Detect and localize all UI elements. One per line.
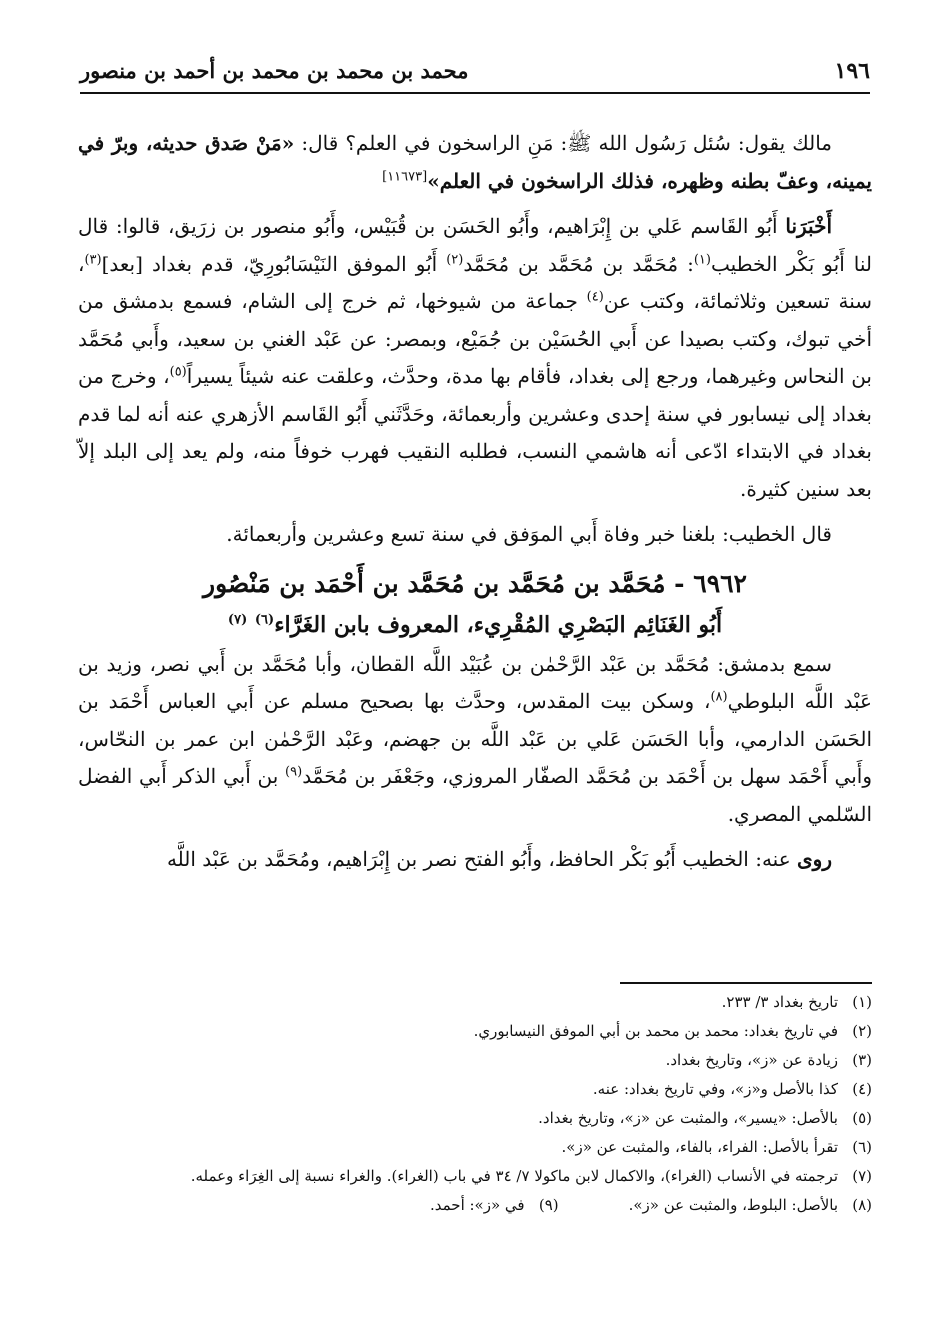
footnote-ref-4: (٤) [586, 289, 604, 305]
footnote-text: بالأصل: البلوط، والمثبت عن «ز». [628, 1196, 838, 1214]
p5-text: عنه: الخطيب أَبُو بَكْر الحافظ، وأَبُو الفتح نصر بن إِبْرَاهيم، ومُحَمَّد بن عَبْد اللَّه [166, 847, 798, 871]
footnote-number: (٦) [852, 1138, 872, 1156]
footnote-number: (٢) [852, 1022, 872, 1040]
footnote-number: (٣) [852, 1051, 872, 1069]
footnote-number: (٨) [852, 1196, 872, 1214]
p2-text3: أَبُو الموفق النَيْسَابُورِيّ، قدم بغداد [بعد] [101, 251, 447, 276]
footnote-ref-2: (٢) [446, 251, 464, 267]
footnote-text: في «ز»: أحمد. [429, 1196, 525, 1214]
footnote-text: بالأصل: «يسير»، والمثبت عن «ز»، وتاريخ بغداد. [538, 1109, 838, 1127]
paragraph-4 [78, 646, 872, 834]
entry-subtitle [78, 606, 872, 644]
p4-text2: ، وسكن بيت المقدس، وحدَّث بها بصحيح مسلم عن أَبي العباس أَحْمَد بن الحَسَن الدارمي، وأبا الحَسَن عَلي بن عَبْد اللَّه بن جهضم، وعَبْد الرَّحْمٰن ابن عمر بن النحّاس، وأَبي أَحْمَد سهل بن أَحْمَد بن مُحَمَّد الصفّار المروزي، وجَعْفَر بن مُحَمَّد [78, 689, 872, 788]
p4-text3: بن أَبي الذكر أَبي الفضل السّلمي المصري. [78, 764, 872, 826]
footnote-4 [78, 1075, 872, 1104]
footnote-5 [78, 1104, 872, 1133]
footnote-text: تقرأ بالأصل: الفراء، بالفاء، والمثبت عن «ز». [561, 1138, 838, 1156]
footnote-ref-9: (٩) [285, 764, 303, 780]
footnote-divider [620, 982, 872, 984]
p2-text5: جماعة من شيوخها، ثم خرج إلى الشام، فسمع بدمشق من أخي تبوك، وكتب بصيدا عن أَبي الحُسَيْن بن جُمَيْع، وبمصر: عن عَبْد الغني بن سعيد، وأَبي مُحَمَّد بن النحاس وغيرهما، ورجع إلى بغداد، فأقام بها مدة، وحدَّث، وعلقت عنه شيئاً يسيراً [78, 289, 872, 388]
paragraph-5 [78, 841, 872, 879]
footnotes [78, 988, 872, 1220]
footnote-text: تاريخ بغداد ٣/ ٢٣٣. [721, 993, 838, 1011]
footnote-ref-8: (٨) [710, 689, 728, 705]
footnote-8 [629, 1191, 872, 1220]
hadith-ref: [١١٦٧٣] [382, 168, 428, 184]
p2-lead: أَخْبَرَنا [785, 214, 832, 238]
footnote-number: (٤) [852, 1080, 872, 1098]
hadith-quote: «مَنْ صَدق حديثه، وبرّ في يمينه، وعفّ بطنه وظهره، فذلك الراسخون في العلم» [78, 131, 872, 193]
footnote-2 [78, 1017, 872, 1046]
footnote-ref-3: (٣) [84, 251, 102, 267]
footnote-text: في تاريخ بغداد: محمد بن محمد بن أبي الموفق النيسابوري. [473, 1022, 838, 1040]
footnote-number: (٥) [852, 1109, 872, 1127]
footnote-7 [78, 1162, 872, 1191]
footnote-text: ترجمته في الأنساب (الغراء)، والاكمال لابن ماكولا ٧/ ٣٤ في باب (الغراء). والغراء نسبة إلى الغِرَاء وعمله. [190, 1167, 838, 1185]
footnote-number: (٩) [538, 1196, 559, 1214]
footnote-number: (١) [852, 993, 872, 1011]
main-text [78, 125, 872, 879]
p2-text6: ، وخرج من بغداد إلى نيسابور في سنة إحدى وعشرين وأربعمائة، وحَدَّثَني أَبُو القَاسم الأزهري عنه أنه لما قدم بغداد في الابتداء ادّعى أنه هاشمي النسب، فطلبه النقيب فهرب خوفاً منه، ولم يعد إلى البلد إلاّ بعد سنين كثيرة. [78, 364, 872, 501]
footnote-number: (٧) [852, 1167, 872, 1185]
page-number: ١٩٦ [834, 58, 870, 84]
footnote-text: زيادة عن «ز»، وتاريخ بغداد. [665, 1051, 838, 1069]
footnote-3 [78, 1046, 872, 1075]
footnote-ref-7: (٧) [227, 612, 248, 628]
footnote-1 [78, 988, 872, 1017]
page-header [80, 52, 870, 94]
footnote-9 [430, 1191, 559, 1220]
p2-text2: : مُحَمَّد بن مُحَمَّد بن مُحَمَّد [463, 251, 694, 276]
p2-text1: أَبُو القَاسم عَلي بن إِبْرَاهيم، وأَبُو الحَسَن بن قُبَيْس، وأَبُو منصور بن زرَيق، قالوا: قال لنا أَبُو بَكْر الخطيب [78, 214, 872, 276]
entry-subtitle-text: أَبُو الغَنَائِم البَصْرِي المُقْرِيء، المعروف بابن الغَرَّاء [274, 611, 723, 638]
paragraph-3: قال الخطيب: بلغنا خبر وفاة أَبي الموَفق في سنة تسع وعشرين وأربعمائة. [226, 522, 832, 546]
paragraph-1 [78, 125, 872, 200]
footnote-ref-5: (٥) [169, 364, 187, 380]
footnote-ref-1: (١) [693, 251, 711, 267]
footnote-text: كذا بالأصل و«ز»، وفي تاريخ بغداد: عنه. [592, 1080, 838, 1098]
footnote-row-8-9 [78, 1191, 872, 1220]
running-title: محمد بن محمد بن محمد بن أحمد بن منصور [80, 58, 469, 83]
entry-title: ٦٩٦٢ - مُحَمَّد بن مُحَمَّد بن مُحَمَّد بن أَحْمَد بن مَنْصُور [203, 568, 747, 598]
p5-lead: روى [797, 847, 832, 871]
p2-text4: ، سنة تسعين وثلاثمائة، وكتب عن [78, 251, 872, 313]
p1-text: مالك يقول: سُئل رَسُول الله ﷺ: مَنِ الراسخون في العلم؟ قال: [294, 131, 833, 155]
footnote-ref-6: (٦) [254, 612, 275, 628]
p4-text1: سمع بدمشق: مُحَمَّد بن عَبْد الرَّحْمٰن بن عُبَيْد اللَّه القطان، وأبا مُحَمَّد بن أَبي نصر، وزيد بن عَبْد اللَّه البلوطي [78, 651, 872, 713]
paragraph-2 [78, 208, 872, 508]
footnote-6 [78, 1133, 872, 1162]
